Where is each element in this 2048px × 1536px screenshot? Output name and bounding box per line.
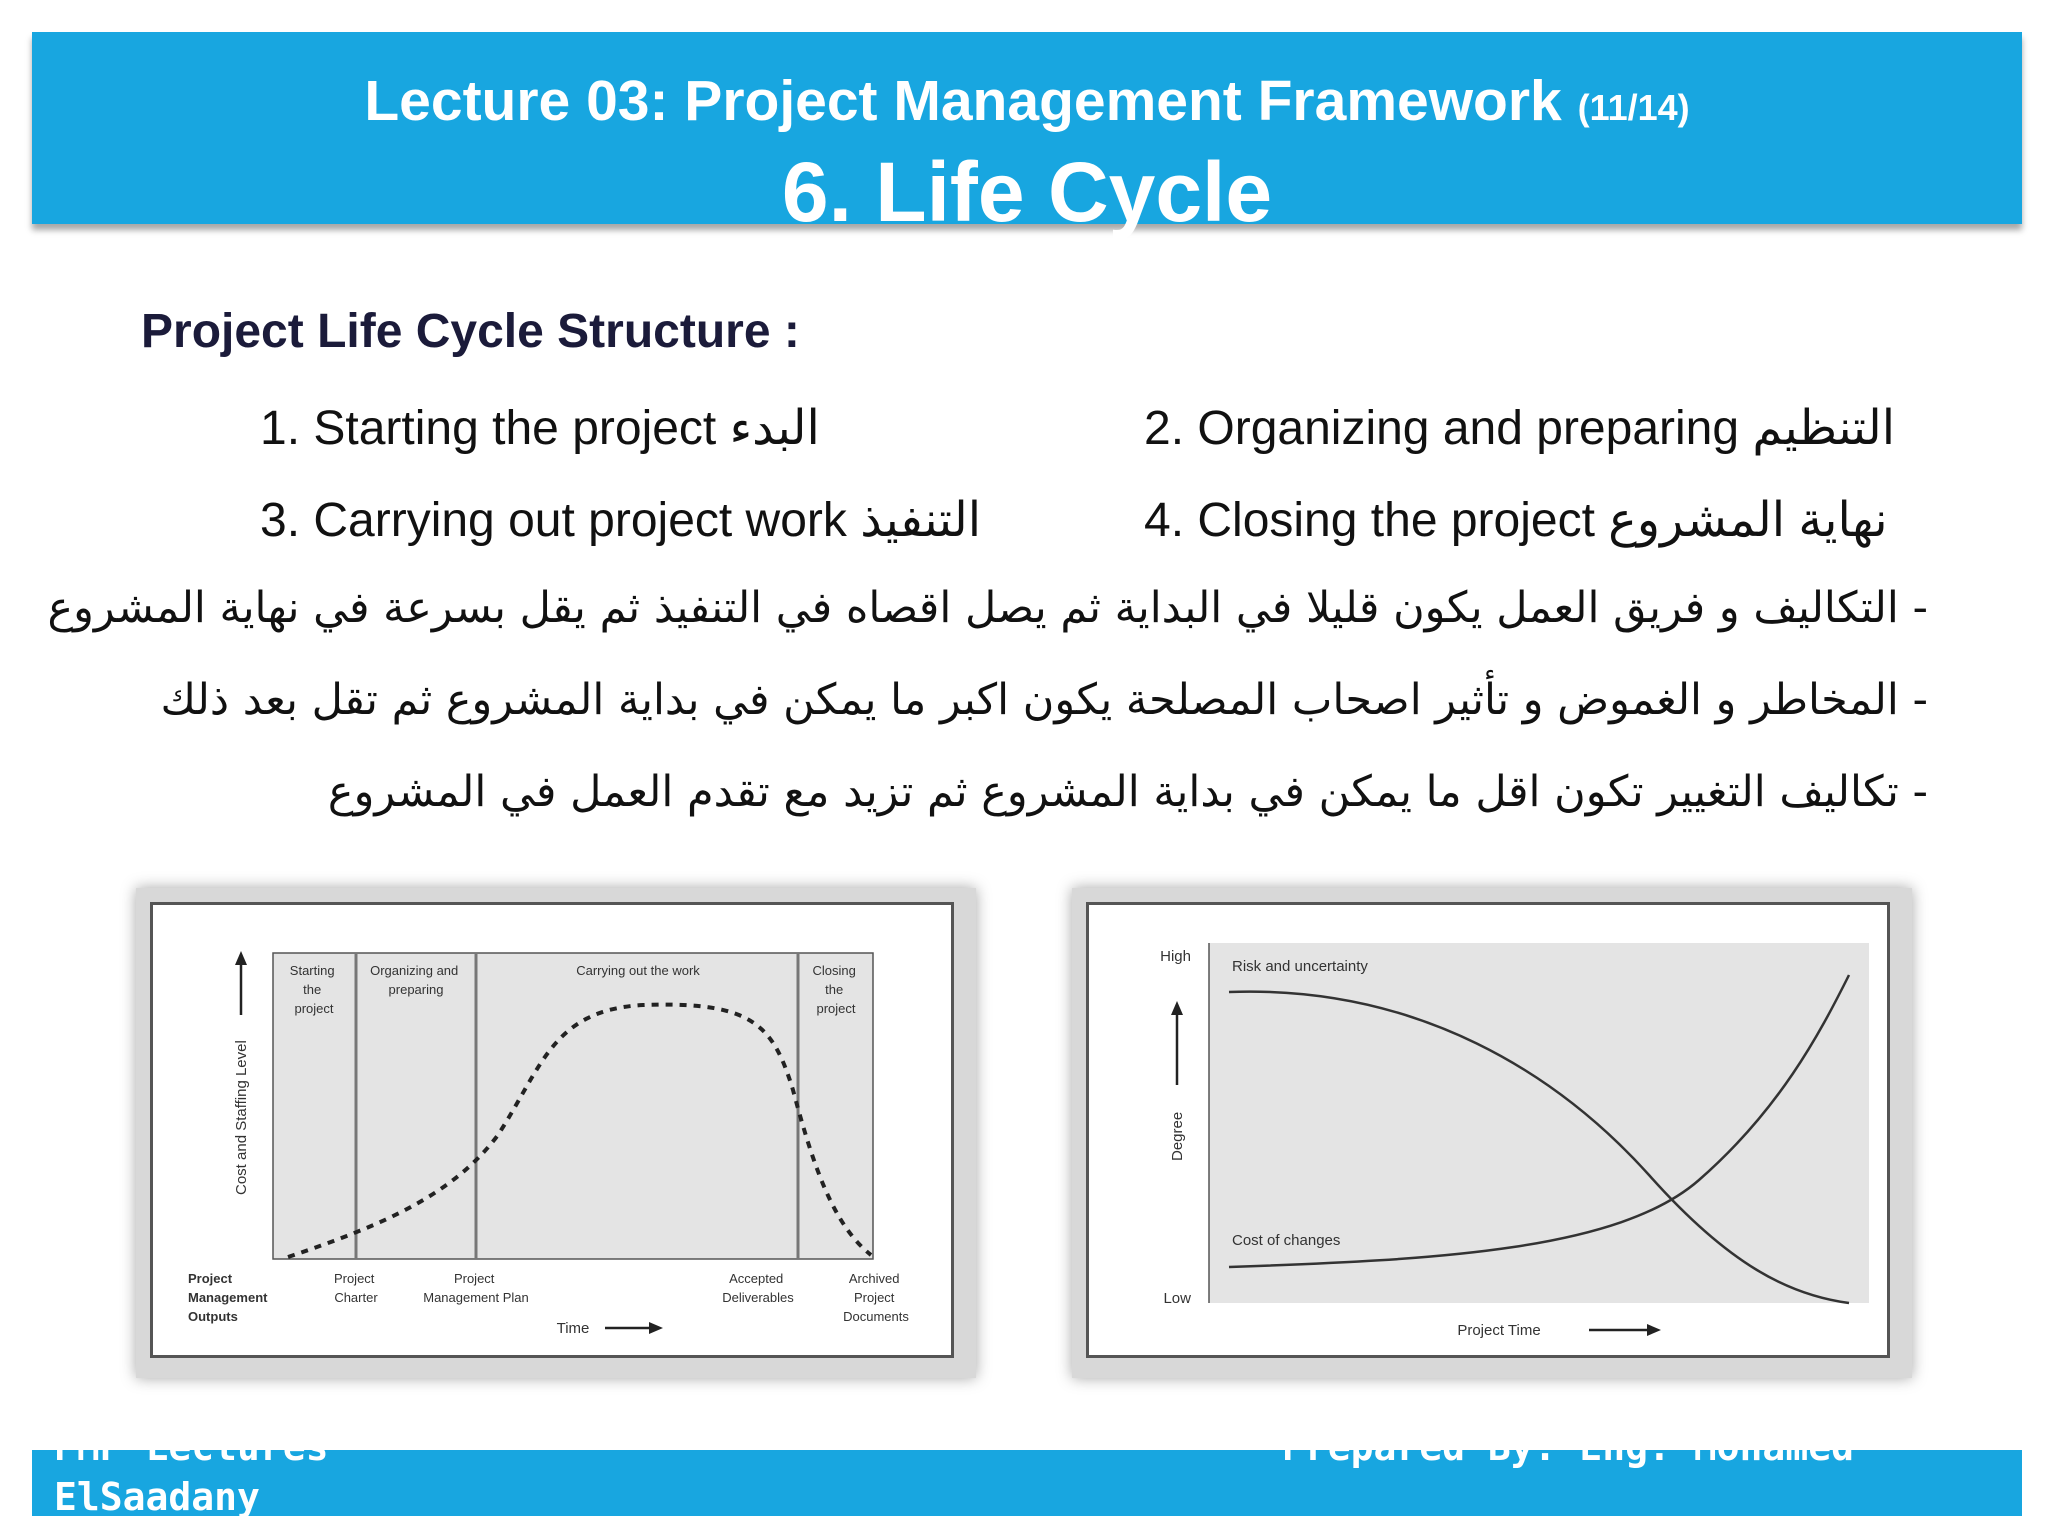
lecture-title bbox=[32, 68, 2022, 134]
slide-title: 6. Life Cycle bbox=[781, 145, 1273, 239]
phase-item-4: 4. Closing the project نهاية المشروع bbox=[1144, 494, 1888, 547]
output-archived-documents: Archived Project Documents bbox=[843, 1271, 909, 1324]
footer-course bbox=[54, 1422, 329, 1522]
phase-label-starting: Starting the project bbox=[289, 963, 335, 1016]
risk-cost-diagram bbox=[1089, 905, 1893, 1361]
footer-bar bbox=[32, 1425, 2022, 1519]
y-low-label: Low bbox=[1163, 1290, 1191, 1307]
risk-cost-panel bbox=[1086, 902, 1890, 1358]
section-title: Project Life Cycle Structure : bbox=[141, 305, 800, 358]
footer-course-line1: PMP Lectures bbox=[54, 1425, 329, 1469]
series-label-risk: Risk and uncertainty bbox=[1232, 958, 1368, 975]
phase-item-3: 3. Carrying out project work التنفيذ bbox=[260, 494, 982, 547]
footer-course-line2: ElSaadany bbox=[54, 1475, 260, 1519]
bullet-1: - التكاليف و فريق العمل يكون قليلا في البداية ثم يصل اقصاه في التنفيذ ثم يقل بسرعة في نهاية المشروع bbox=[47, 583, 1928, 633]
bullet-3: - تكاليف التغيير تكون اقل ما يمكن في بداية المشروع ثم تزيد مع تقدم العمل في المشروع bbox=[327, 767, 1928, 817]
y-axis-label: Cost and Staffing Level bbox=[233, 1040, 250, 1195]
cost-staffing-figure bbox=[136, 888, 976, 1378]
outputs-label: Project Management Outputs bbox=[188, 1271, 268, 1324]
bullet-2: - المخاطر و الغموض و تأثير اصحاب المصلحة يكون اكبر ما يمكن في بداية المشروع ثم تقل بعد ذلك bbox=[160, 675, 1928, 725]
y-axis-label: Degree bbox=[1169, 1111, 1186, 1161]
y-arrow-head bbox=[235, 951, 247, 965]
y-high-label: High bbox=[1160, 948, 1191, 965]
chart-area bbox=[273, 953, 873, 1259]
output-project-charter: Project Charter bbox=[333, 1271, 378, 1305]
phase-label-organizing: Organizing and preparing bbox=[370, 963, 459, 997]
x-axis-label: Project Time bbox=[1457, 1322, 1541, 1339]
risk-cost-figure bbox=[1072, 888, 1912, 1378]
lecture-name: Lecture 03: Project Management Framework bbox=[364, 69, 1562, 133]
series-label-cost: Cost of changes bbox=[1232, 1232, 1341, 1249]
cost-staffing-diagram bbox=[153, 905, 957, 1361]
cost-staffing-panel bbox=[150, 902, 954, 1358]
y-arrow-head bbox=[1171, 1001, 1183, 1015]
output-accepted-deliverables: Accepted Deliverables bbox=[722, 1271, 794, 1305]
x-arrow-head bbox=[649, 1322, 663, 1334]
x-arrow-head bbox=[1647, 1324, 1661, 1336]
title-banner bbox=[32, 32, 2022, 239]
phase-label-closing: Closing the project bbox=[812, 963, 856, 1016]
output-management-plan: Project Management Plan bbox=[423, 1271, 529, 1305]
phase-item-1: 1. Starting the project البدء bbox=[260, 402, 820, 455]
page-counter: (11/14) bbox=[1577, 87, 1690, 128]
x-axis-label: Time bbox=[556, 1320, 590, 1337]
footer-author: Prepared By: Eng. Mohamed bbox=[1282, 1425, 1854, 1469]
phase-label-carrying: Carrying out the work bbox=[576, 963, 700, 978]
chart-area bbox=[1209, 943, 1869, 1303]
phase-item-2: 2. Organizing and preparing التنظيم bbox=[1144, 402, 1896, 455]
